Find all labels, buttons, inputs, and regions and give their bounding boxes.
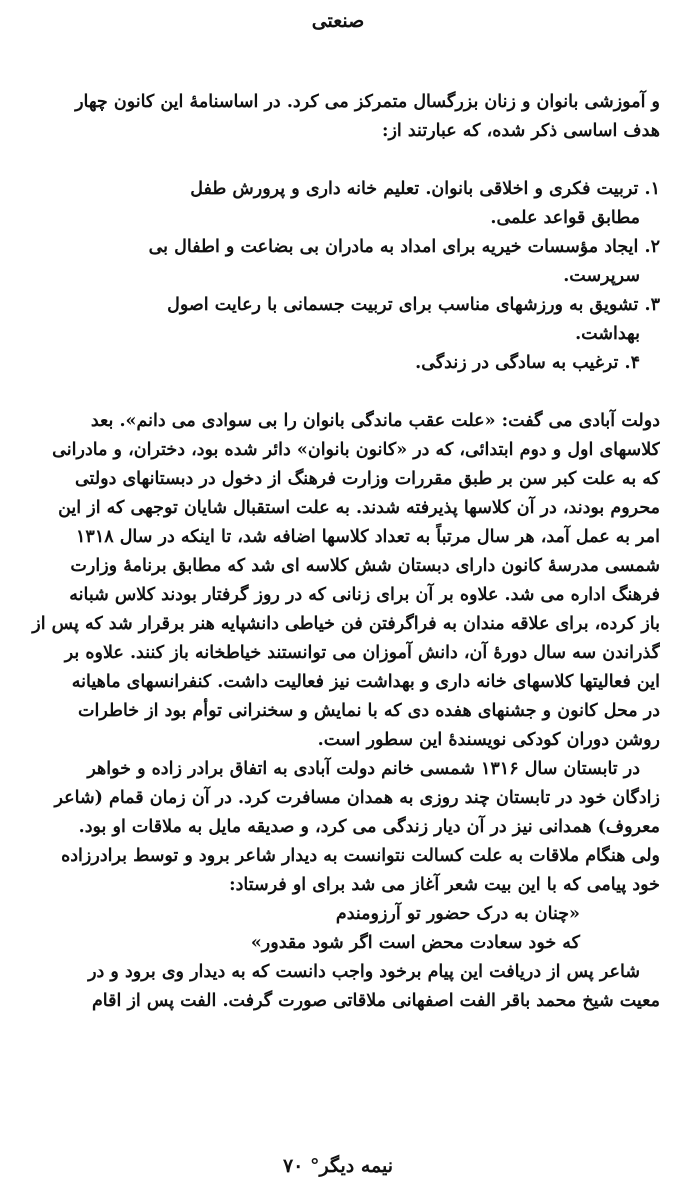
text-line: معروف) همدانی نیز در آن دیار زندگی می کرد، و صدیقه مایل به ملاقات او بود.: [78, 817, 660, 837]
spacer: [24, 146, 660, 175]
spacer: [24, 378, 660, 407]
text-line: دولت آبادی می گفت: «علت عقب ماندگی بانوان را بی سوادی می دانم». بعد: [90, 411, 660, 431]
text-line: امر به عمل آمد، هر سال مرتباً به تعداد کلاسها اضافه شد، تا اینکه در سال ۱۳۱۸: [76, 527, 660, 547]
page-header: صنعتی: [311, 10, 365, 32]
text-line: در محل کانون و جشنهای هفده دی که با نمایش و سخنرانی توأم بود از خاطرات: [78, 701, 660, 721]
text-line: روشن دوران کودکی نویسندهٔ این سطور است.: [317, 730, 660, 750]
text-line: این فعالیتها کلاسهای خانه داری و بهداشت نیز فعالیت داشت. کنفرانسهای ماهیانه: [71, 672, 660, 692]
text-line: فرهنگ اداره می شد. علاوه بر آن برای زنانی که در روز گرفتار بودند کلاس شبانه: [69, 585, 660, 605]
goal-item: ۳. تشویق به ورزشهای مناسب برای تربیت جسمانی با رعایت اصول: [167, 295, 660, 315]
goal-item: ۲. ایجاد مؤسسات خیریه برای امداد به مادران بی بضاعت و اطفال بی: [148, 237, 660, 257]
poem-line: که خود سعادت محض است اگر شود مقدور»: [250, 933, 580, 953]
goal-item: ۱. تربیت فکری و اخلاقی بانوان. تعلیم خانه داری و پرورش طفل: [190, 179, 660, 199]
goal-item-continuation: سرپرست.: [563, 266, 640, 286]
text-line: باز کرده، برای علاقه مندان به فراگرفتن فن خیاطی دانشپایه هنر برقرار شد که پس از: [32, 614, 660, 634]
text-line: شاعر پس از دریافت این پیام برخود واجب دانست که به دیدار وی برود و در: [88, 962, 640, 982]
goal-item: ۴. ترغیب به سادگی در زندگی.: [415, 353, 640, 373]
text-line: خود پیامی که با این بیت شعر آغاز می شد برای او فرستاد:: [229, 875, 660, 895]
text-line: گذراندن سه سال دورهٔ آن، دانش آموزان می توانستند خیاطخانه باز کنند. علاوه بر: [64, 643, 660, 663]
text-line: که به علت کبر سن بر طبق مقررات وزارت فرهنگ از دخول در دبستانهای دولتی: [74, 469, 660, 489]
text-line: و آموزشی بانوان و زنان بزرگسال متمرکز می کرد. در اساسنامهٔ این کانون چهار: [75, 92, 660, 112]
text-line: هدف اساسی ذکر شده، که عبارتند از:: [382, 121, 660, 141]
text-line: در تابستان سال ۱۳۱۶ شمسی خانم دولت آبادی به اتفاق برادر زاده و خواهر: [87, 759, 640, 779]
text-line: شمسی مدرسهٔ کانون دارای دبستان شش کلاسه ای شد که مطابق برنامهٔ وزارت: [70, 556, 660, 576]
goal-item-continuation: مطابق قواعد علمی.: [490, 208, 640, 228]
page-footer: نیمه دیگر° ۷۰: [282, 1155, 394, 1177]
goal-item-continuation: بهداشت.: [575, 324, 640, 344]
poem-line: «چنان به درک حضور تو آرزومندم: [335, 904, 580, 924]
text-line: معیت شیخ محمد باقر الفت اصفهانی ملاقاتی صورت گرفت. الفت پس از اقام: [91, 991, 660, 1011]
text-line: محروم بودند، در آن کلاسها پذیرفته شدند. به علت استقبال شایان توجهی که از این: [58, 498, 660, 518]
body-text: [24, 88, 660, 1016]
text-line: کلاسهای اول و دوم ابتدائی، که در «کانون بانوان» دائر شده بود، دختران، و مادرانی: [52, 440, 660, 460]
text-line: زادگان خود در تابستان چند روزی به همدان مسافرت کرد. در آن زمان قمام (شاعر: [54, 788, 660, 808]
text-line: ولی هنگام ملاقات به علت کسالت نتوانست به دیدار شاعر برود و توسط برادرزاده: [61, 846, 660, 866]
